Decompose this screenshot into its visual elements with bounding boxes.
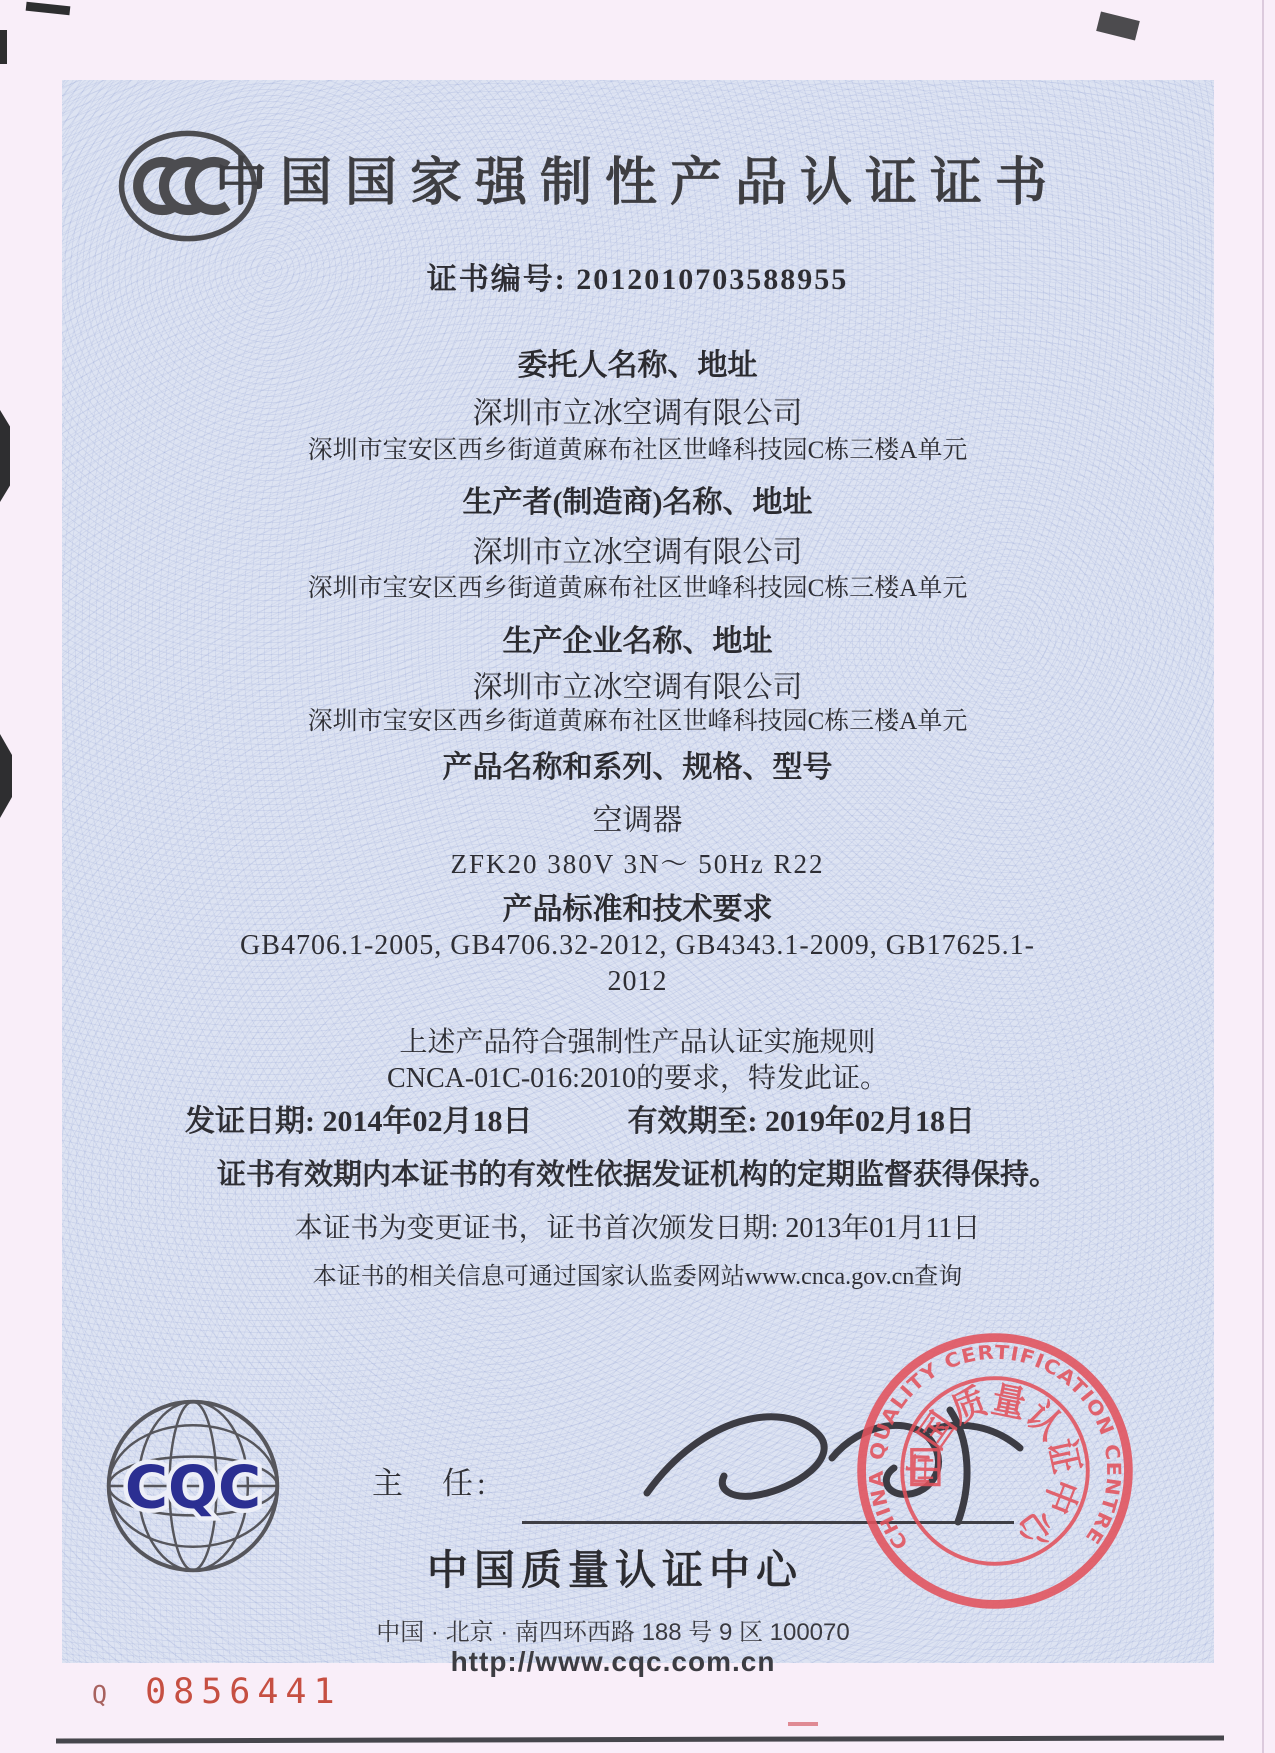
factory-name: 深圳市立冰空调有限公司 — [472, 671, 803, 704]
producer-address: 深圳市宝安区西乡街道黄麻布社区世峰科技园C栋三楼A单元 — [307, 575, 968, 602]
scan-artifact — [1096, 11, 1140, 40]
cqc-stamp — [850, 1326, 1140, 1616]
validity-statement: 证书有效期内本证书的有效性依据发证机构的定期监督获得保持。 — [216, 1159, 1058, 1191]
product-heading: 产品名称和系列、规格、型号 — [442, 751, 833, 784]
scan-red-mark — [788, 1722, 818, 1726]
serial-number — [92, 1672, 342, 1712]
cqc-logo-text: CQC — [124, 1452, 262, 1522]
factory-address: 深圳市宝安区西乡街道黄麻布社区世峰科技园C栋三楼A单元 — [307, 708, 968, 735]
stamp-outer-text: CHINA QUALITY CERTIFICATION CENTRE — [864, 1340, 1126, 1554]
issue-date: 发证日期: 2014年02月18日 — [185, 1105, 533, 1138]
standards-line1: GB4706.1-2005, GB4706.32-2012, GB4343.1-2009, GB17625.1- — [240, 930, 1035, 961]
scan-edge-line — [56, 1735, 1224, 1743]
dates-row — [185, 1096, 1135, 1140]
change-statement: 本证书为变更证书，证书首次颁发日期: 2013年01月11日 — [294, 1213, 981, 1244]
applicant-address: 深圳市宝安区西乡街道黄麻布社区世峰科技园C栋三楼A单元 — [307, 437, 968, 464]
scan-artifact — [0, 30, 7, 64]
page-title: 中国国家强制性产品认证证书 — [214, 154, 1060, 212]
scan-edge-right — [1262, 0, 1264, 1753]
certificate-number: 证书编号: 2012010703588955 — [426, 263, 849, 296]
website-url: http://www.cqc.com.cn — [450, 1646, 776, 1677]
product-name: 空调器 — [592, 804, 683, 837]
standards-line2: 2012 — [607, 966, 668, 997]
info-statement: 本证书的相关信息可通过国家认监委网站www.cnca.gov.cn查询 — [312, 1264, 963, 1290]
organization-address: 中国 · 北京 · 南四环西路 188 号 9 区 100070 — [376, 1619, 850, 1646]
organization-name: 中国质量认证中心 — [427, 1547, 803, 1593]
product-model: ZFK20 380V 3N～ 50Hz R22 — [450, 849, 825, 879]
compliance-statement-1: 上述产品符合强制性产品认证实施规则 — [399, 1027, 876, 1058]
serial-prefix: Q — [92, 1680, 108, 1709]
scan-artifact — [26, 2, 71, 16]
serial-digits: 0856441 — [145, 1672, 342, 1712]
applicant-name: 深圳市立冰空调有限公司 — [472, 397, 803, 430]
standards-heading: 产品标准和技术要求 — [502, 893, 773, 926]
expiry-date: 有效期至: 2019年02月18日 — [627, 1105, 975, 1138]
applicant-heading: 委托人名称、地址 — [517, 349, 758, 382]
director-label: 主 任: — [372, 1466, 490, 1501]
compliance-statement-2: CNCA-01C-016:2010的要求，特发此证。 — [387, 1063, 888, 1094]
stamp-inner-text: 中国质量认证中心 — [903, 1378, 1089, 1557]
producer-name: 深圳市立冰空调有限公司 — [472, 536, 803, 569]
factory-heading: 生产企业名称、地址 — [502, 625, 773, 658]
producer-heading: 生产者(制造商)名称、地址 — [462, 486, 813, 519]
